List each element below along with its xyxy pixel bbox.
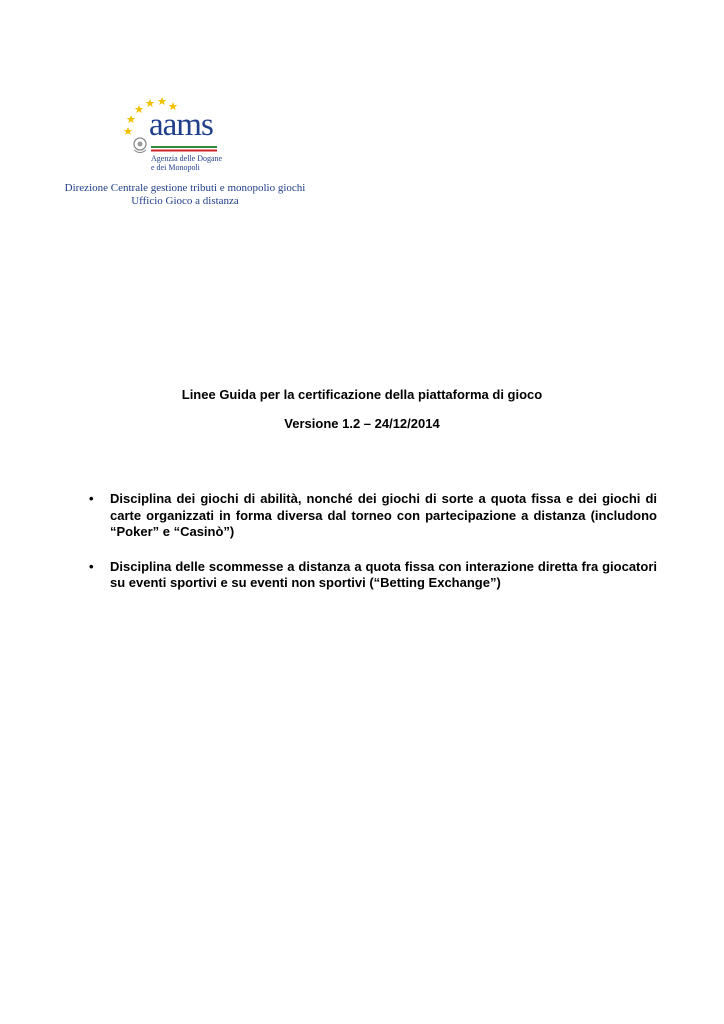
document-title: Linee Guida per la certificazione della piattaforma di gioco bbox=[181, 387, 543, 402]
list-item bbox=[87, 559, 657, 592]
bullet-icon: • bbox=[89, 491, 94, 506]
logo-subtitle-line2: e dei Monopoli bbox=[151, 163, 200, 172]
department-name: Direzione Centrale gestione tributi e monopolio giochi bbox=[64, 182, 306, 194]
bullet-text: Disciplina delle scommesse a distanza a quota fissa con interazione diretta fra giocatori su eventi sportivi e su eventi non sportivi (“Betting Exchange”) bbox=[110, 558, 657, 590]
office-name: Ufficio Gioco a distanza bbox=[131, 195, 239, 207]
bullet-text: Disciplina dei giochi di abilità, nonché dei giochi di sorte a quota fissa e dei giochi di carte organizzati in forma diversa dal torneo con partecipazione a distanza (includono “Poker” e “Casinò”) bbox=[110, 491, 657, 539]
logo-subtitle-line1: Agenzia delle Dogane bbox=[151, 154, 223, 163]
department-heading bbox=[40, 182, 330, 208]
republic-emblem-icon bbox=[134, 138, 146, 153]
bullet-icon: • bbox=[89, 558, 94, 574]
scope-bullet-list bbox=[87, 491, 657, 610]
logo-subtitle bbox=[151, 154, 222, 172]
document-version: Versione 1.2 – 24/12/2014 bbox=[284, 416, 440, 431]
list-item bbox=[87, 491, 657, 541]
aams-logo bbox=[118, 94, 238, 178]
logo-wordmark: aams bbox=[149, 107, 213, 143]
